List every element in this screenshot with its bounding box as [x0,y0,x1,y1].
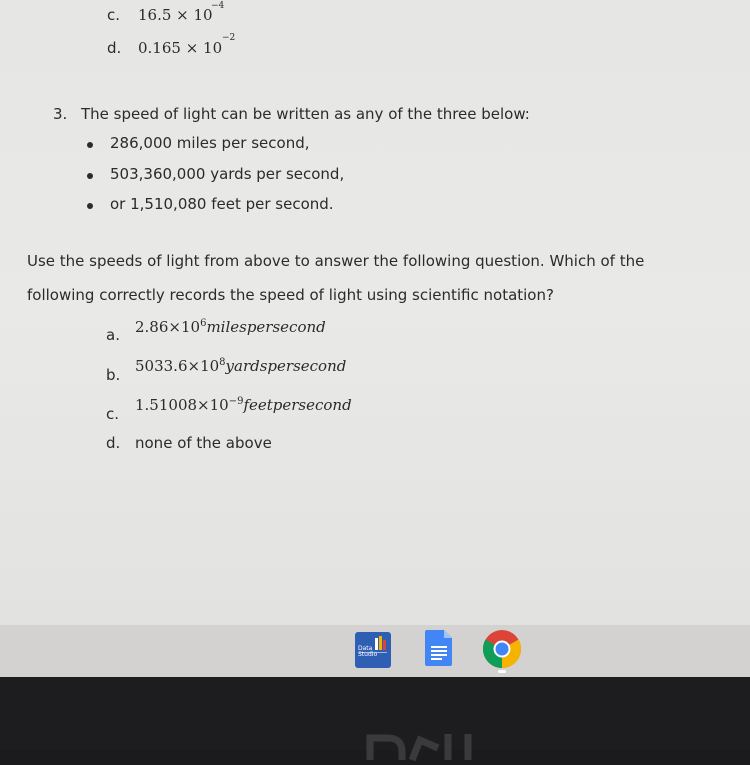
laptop-bezel [0,677,750,750]
bullet-dot [87,142,93,148]
option-a-exponent: 6 [200,318,207,329]
option-a-answer[interactable] [135,318,326,336]
data-studio-label: Data Studio [358,645,378,658]
option-c-unit: feetpersecond [243,396,352,414]
option-c-exponent: −9 [228,396,244,407]
option-c-letter[interactable]: c. [106,405,120,423]
docs-glyph [424,629,454,667]
data-studio-icon[interactable] [355,632,391,668]
option-b-letter[interactable]: b. [106,366,121,384]
question-number: 3. [53,105,68,123]
option-b-answer[interactable] [135,357,346,375]
prev-option-c-exponent: −4 [211,1,225,11]
chrome-icon[interactable] [482,629,522,669]
option-d-letter[interactable]: d. [106,434,121,452]
bullet-yards: 503,360,000 yards per second, [110,165,345,183]
prev-option-d-letter: d. [107,39,122,57]
prev-option-c-mantissa: 16.5 × 10 [138,6,213,24]
prev-option-d-value [138,39,222,57]
google-docs-icon[interactable] [424,629,454,667]
chrome-glyph [482,629,522,669]
option-b-exponent: 8 [219,357,226,368]
option-b-coefficient: 5033.6 [135,357,188,375]
prev-option-c-letter: c. [107,6,121,24]
dell-logo [360,725,500,765]
option-a-times: ×10 [168,318,201,336]
prev-option-d-mantissa: 0.165 × 10 [138,39,223,57]
bullet-dot [87,173,93,179]
option-b-times: ×10 [187,357,220,375]
option-c-times: ×10 [197,396,229,414]
option-c-coefficient: 1.51008 [135,396,198,414]
os-shelf [0,625,750,677]
instruction-line-2: following correctly records the speed of light using scientific notation? [27,286,554,304]
option-a-letter[interactable]: a. [106,326,120,344]
prev-option-d-exponent: −2 [222,33,236,43]
instruction-line-1: Use the speeds of light from above to answer the following question. Which of the [27,252,645,270]
running-app-indicator [498,670,506,673]
option-c-answer[interactable] [135,396,352,414]
option-a-coefficient: 2.86 [135,318,169,336]
question-prompt: The speed of light can be written as any of the three below: [81,105,530,123]
option-a-unit: milespersecond [206,318,326,336]
prev-option-c-value [138,6,213,24]
bullet-feet: or 1,510,080 feet per second. [110,195,334,213]
bullet-miles: 286,000 miles per second, [110,134,310,152]
option-b-unit: yardspersecond [225,357,347,375]
bullet-dot [87,203,93,209]
option-d-text[interactable]: none of the above [135,434,272,452]
